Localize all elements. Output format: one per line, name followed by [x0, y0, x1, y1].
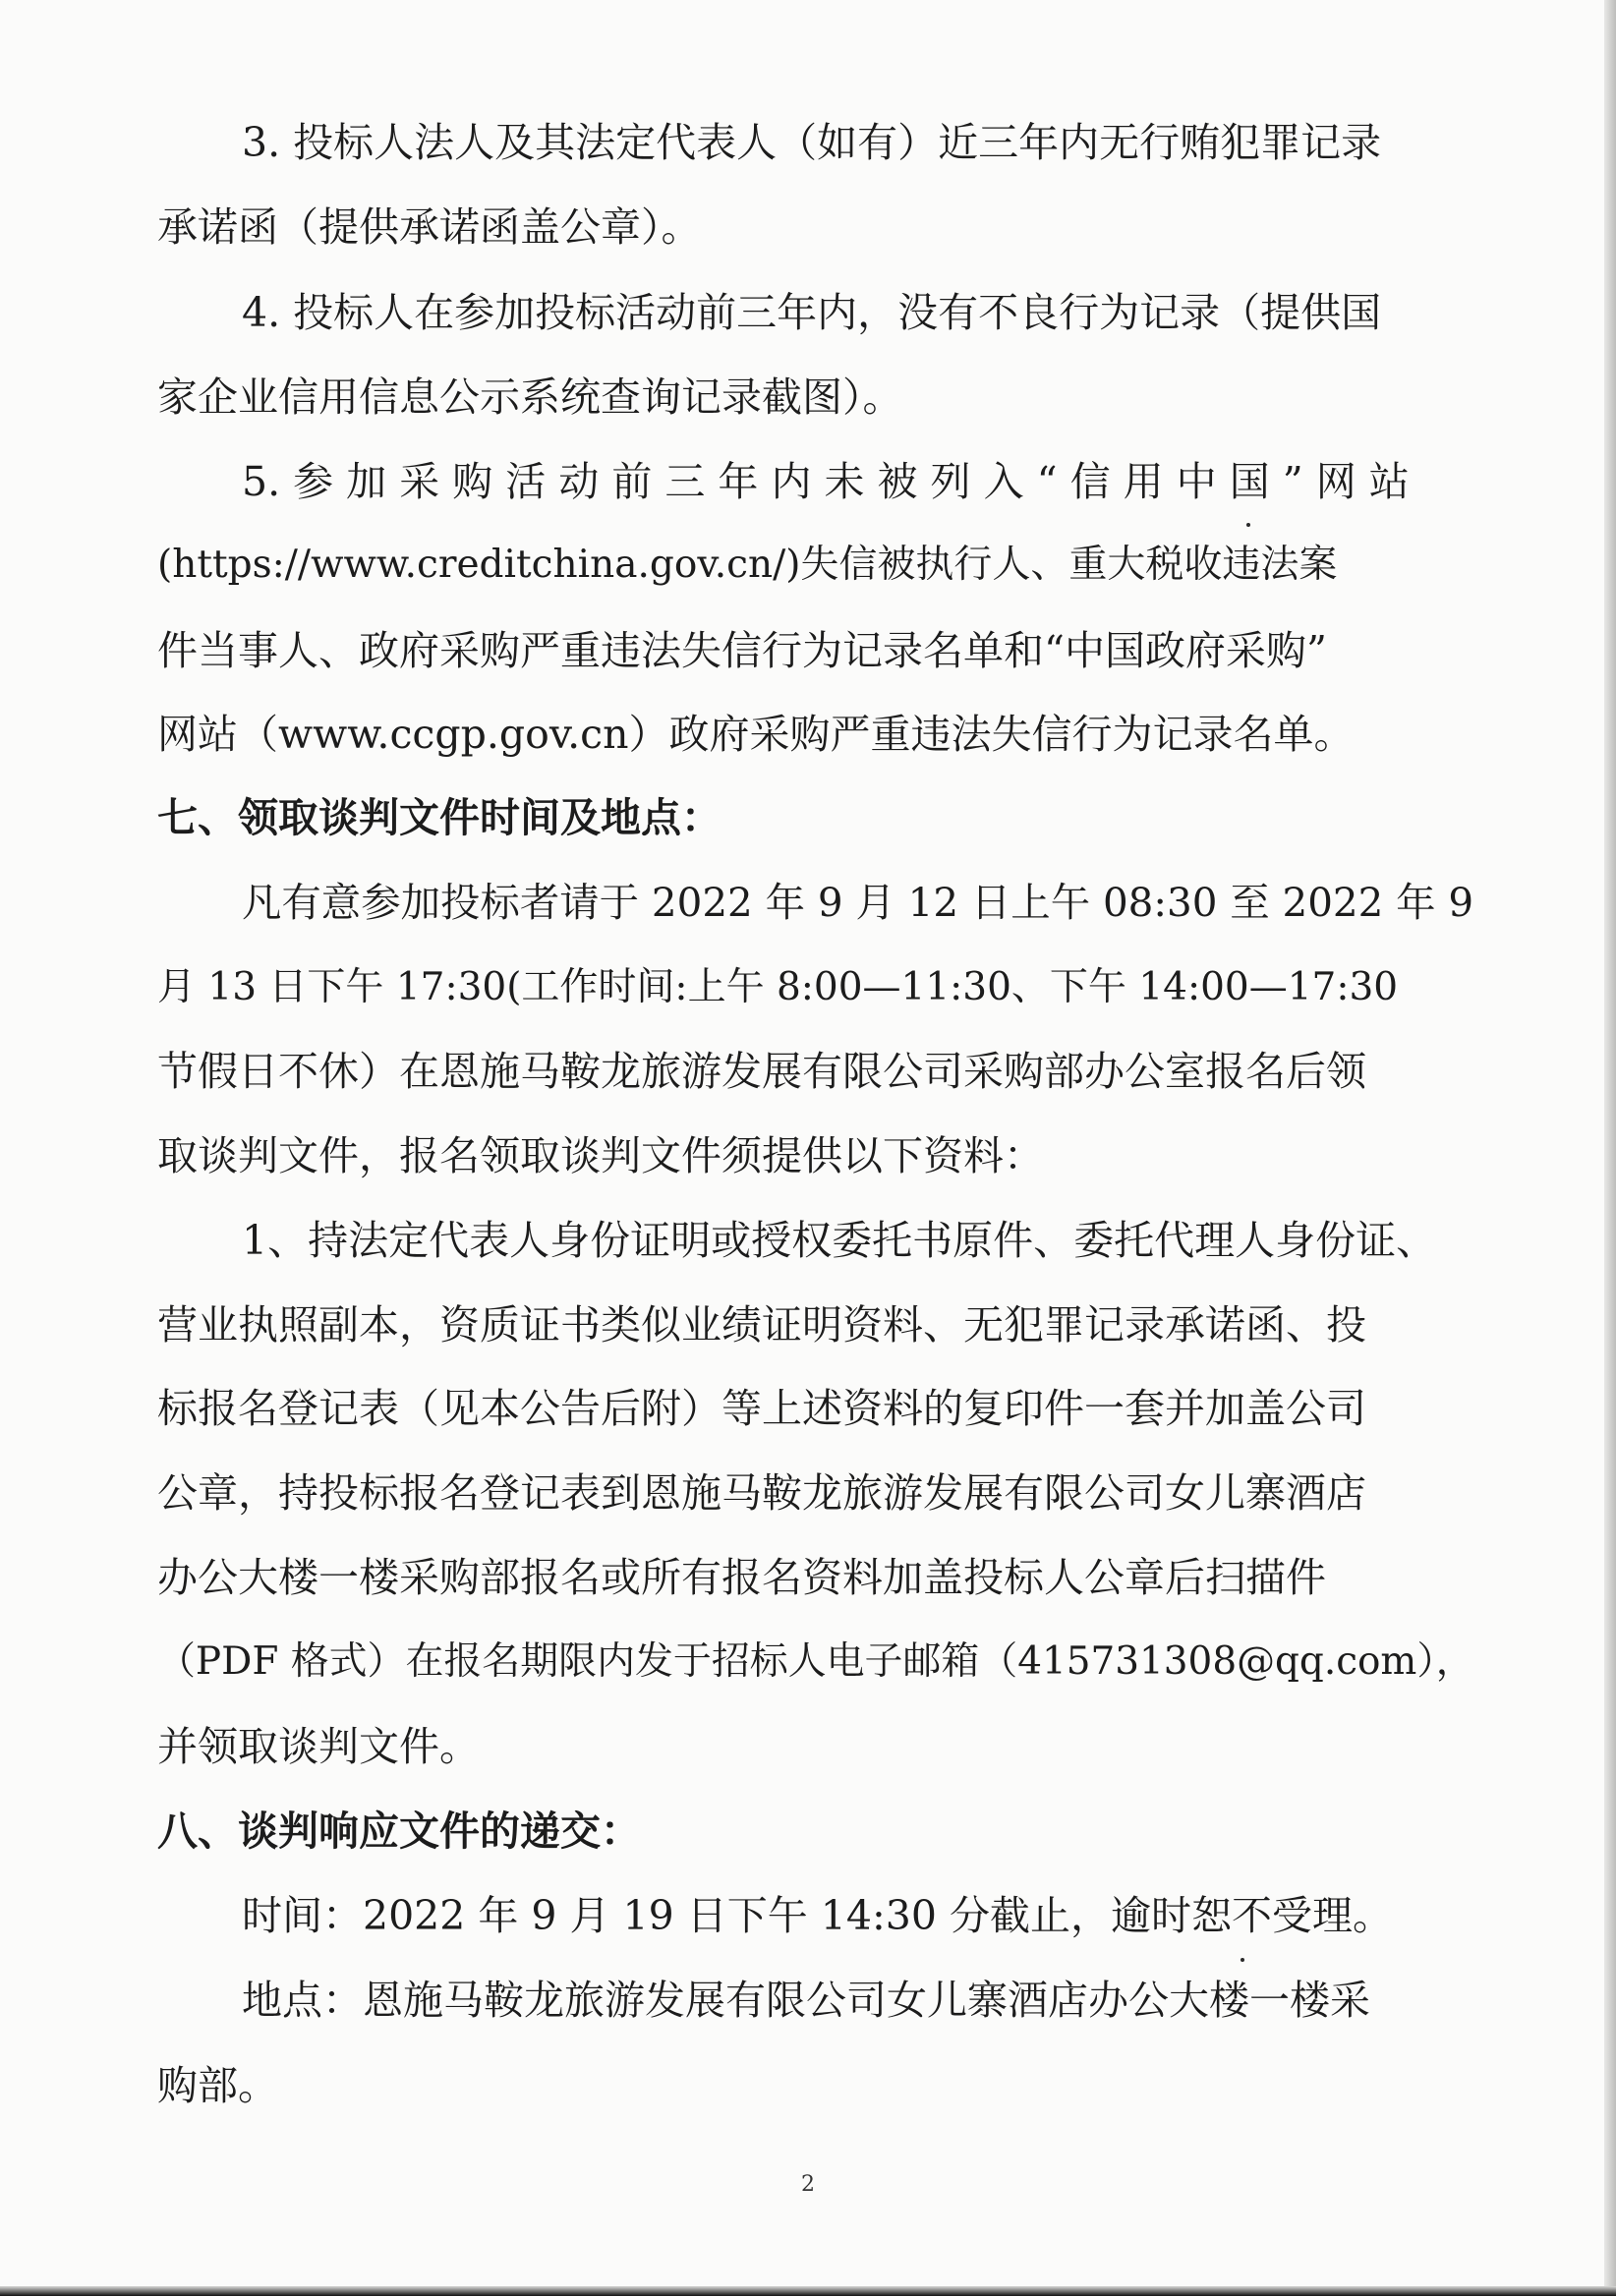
paragraph-line: 3. 投标人法人及其法定代表人（如有）近三年内无行贿犯罪记录	[242, 119, 1382, 166]
paragraph-line: 1、持法定代表人身份证明或授权委托书原件、委托代理人身份证、	[242, 1217, 1437, 1264]
paragraph-line: (https://www.creditchina.gov.cn/)失信被执行人、重大税收违法案	[157, 543, 1338, 587]
paragraph-line: 节假日不休）在恩施马鞍龙旅游发展有限公司采购部办公室报名后领	[157, 1048, 1366, 1095]
paragraph-line: 地点：恩施马鞍龙旅游发展有限公司女儿寨酒店办公大楼一楼采	[242, 1977, 1370, 2024]
paragraph-line: （PDF 格式）在报名期限内发于招标人电子邮箱（415731308@qq.com），	[157, 1639, 1474, 1684]
paragraph-line: 5. 参 加 采 购 活 动 前 三 年 内 未 被 列 入 “ 信 用 中 国 ” 网 站	[242, 458, 1410, 505]
paragraph-line: 营业执照副本，资质证书类似业绩证明资料、无犯罪记录承诺函、投	[157, 1301, 1366, 1349]
scan-speck	[1246, 523, 1250, 527]
paragraph-line: 凡有意参加投标者请于 2022 年 9 月 12 日上午 08:30 至 2022 年 9	[242, 879, 1474, 926]
paragraph-line: 取谈判文件，报名领取谈判文件须提供以下资料：	[157, 1132, 1044, 1179]
paragraph-line: 购部。	[157, 2062, 278, 2109]
section-heading: 七、领取谈判文件时间及地点：	[157, 794, 721, 841]
scan-border-right	[1604, 0, 1616, 2296]
paragraph-line: 家企业信用信息公示系统查询记录截图）。	[157, 373, 903, 421]
paragraph-line: 标报名登记表（见本公告后附）等上述资料的复印件一套并加盖公司	[157, 1385, 1366, 1432]
paragraph-line: 公章，持投标报名登记表到恩施马鞍龙旅游发展有限公司女儿寨酒店	[157, 1469, 1366, 1517]
paragraph-line: 并领取谈判文件。	[157, 1723, 480, 1770]
paragraph-line: 月 13 日下午 17:30(工作时间:上午 8:00—11:30、下午 14:00—17:30	[157, 965, 1399, 1009]
scan-speck	[1241, 1958, 1244, 1962]
paragraph-line: 办公大楼一楼采购部报名或所有报名资料加盖投标人公章后扫描件	[157, 1554, 1326, 1601]
paragraph-line: 网站（www.ccgp.gov.cn）政府采购严重违法失信行为记录名单。	[157, 711, 1355, 758]
paragraph-line: 承诺函（提供承诺函盖公章）。	[157, 203, 702, 251]
scan-border-bottom	[0, 2286, 1616, 2296]
paragraph-line: 4. 投标人在参加投标活动前三年内，没有不良行为记录（提供国	[242, 289, 1382, 336]
paragraph-line: 时间：2022 年 9 月 19 日下午 14:30 分截止，逾时恕不受理。	[242, 1892, 1393, 1939]
page-number: 2	[801, 2172, 815, 2197]
section-heading: 八、谈判响应文件的递交：	[157, 1808, 641, 1855]
paragraph-line: 件当事人、政府采购严重违法失信行为记录名单和“中国政府采购”	[157, 627, 1327, 674]
